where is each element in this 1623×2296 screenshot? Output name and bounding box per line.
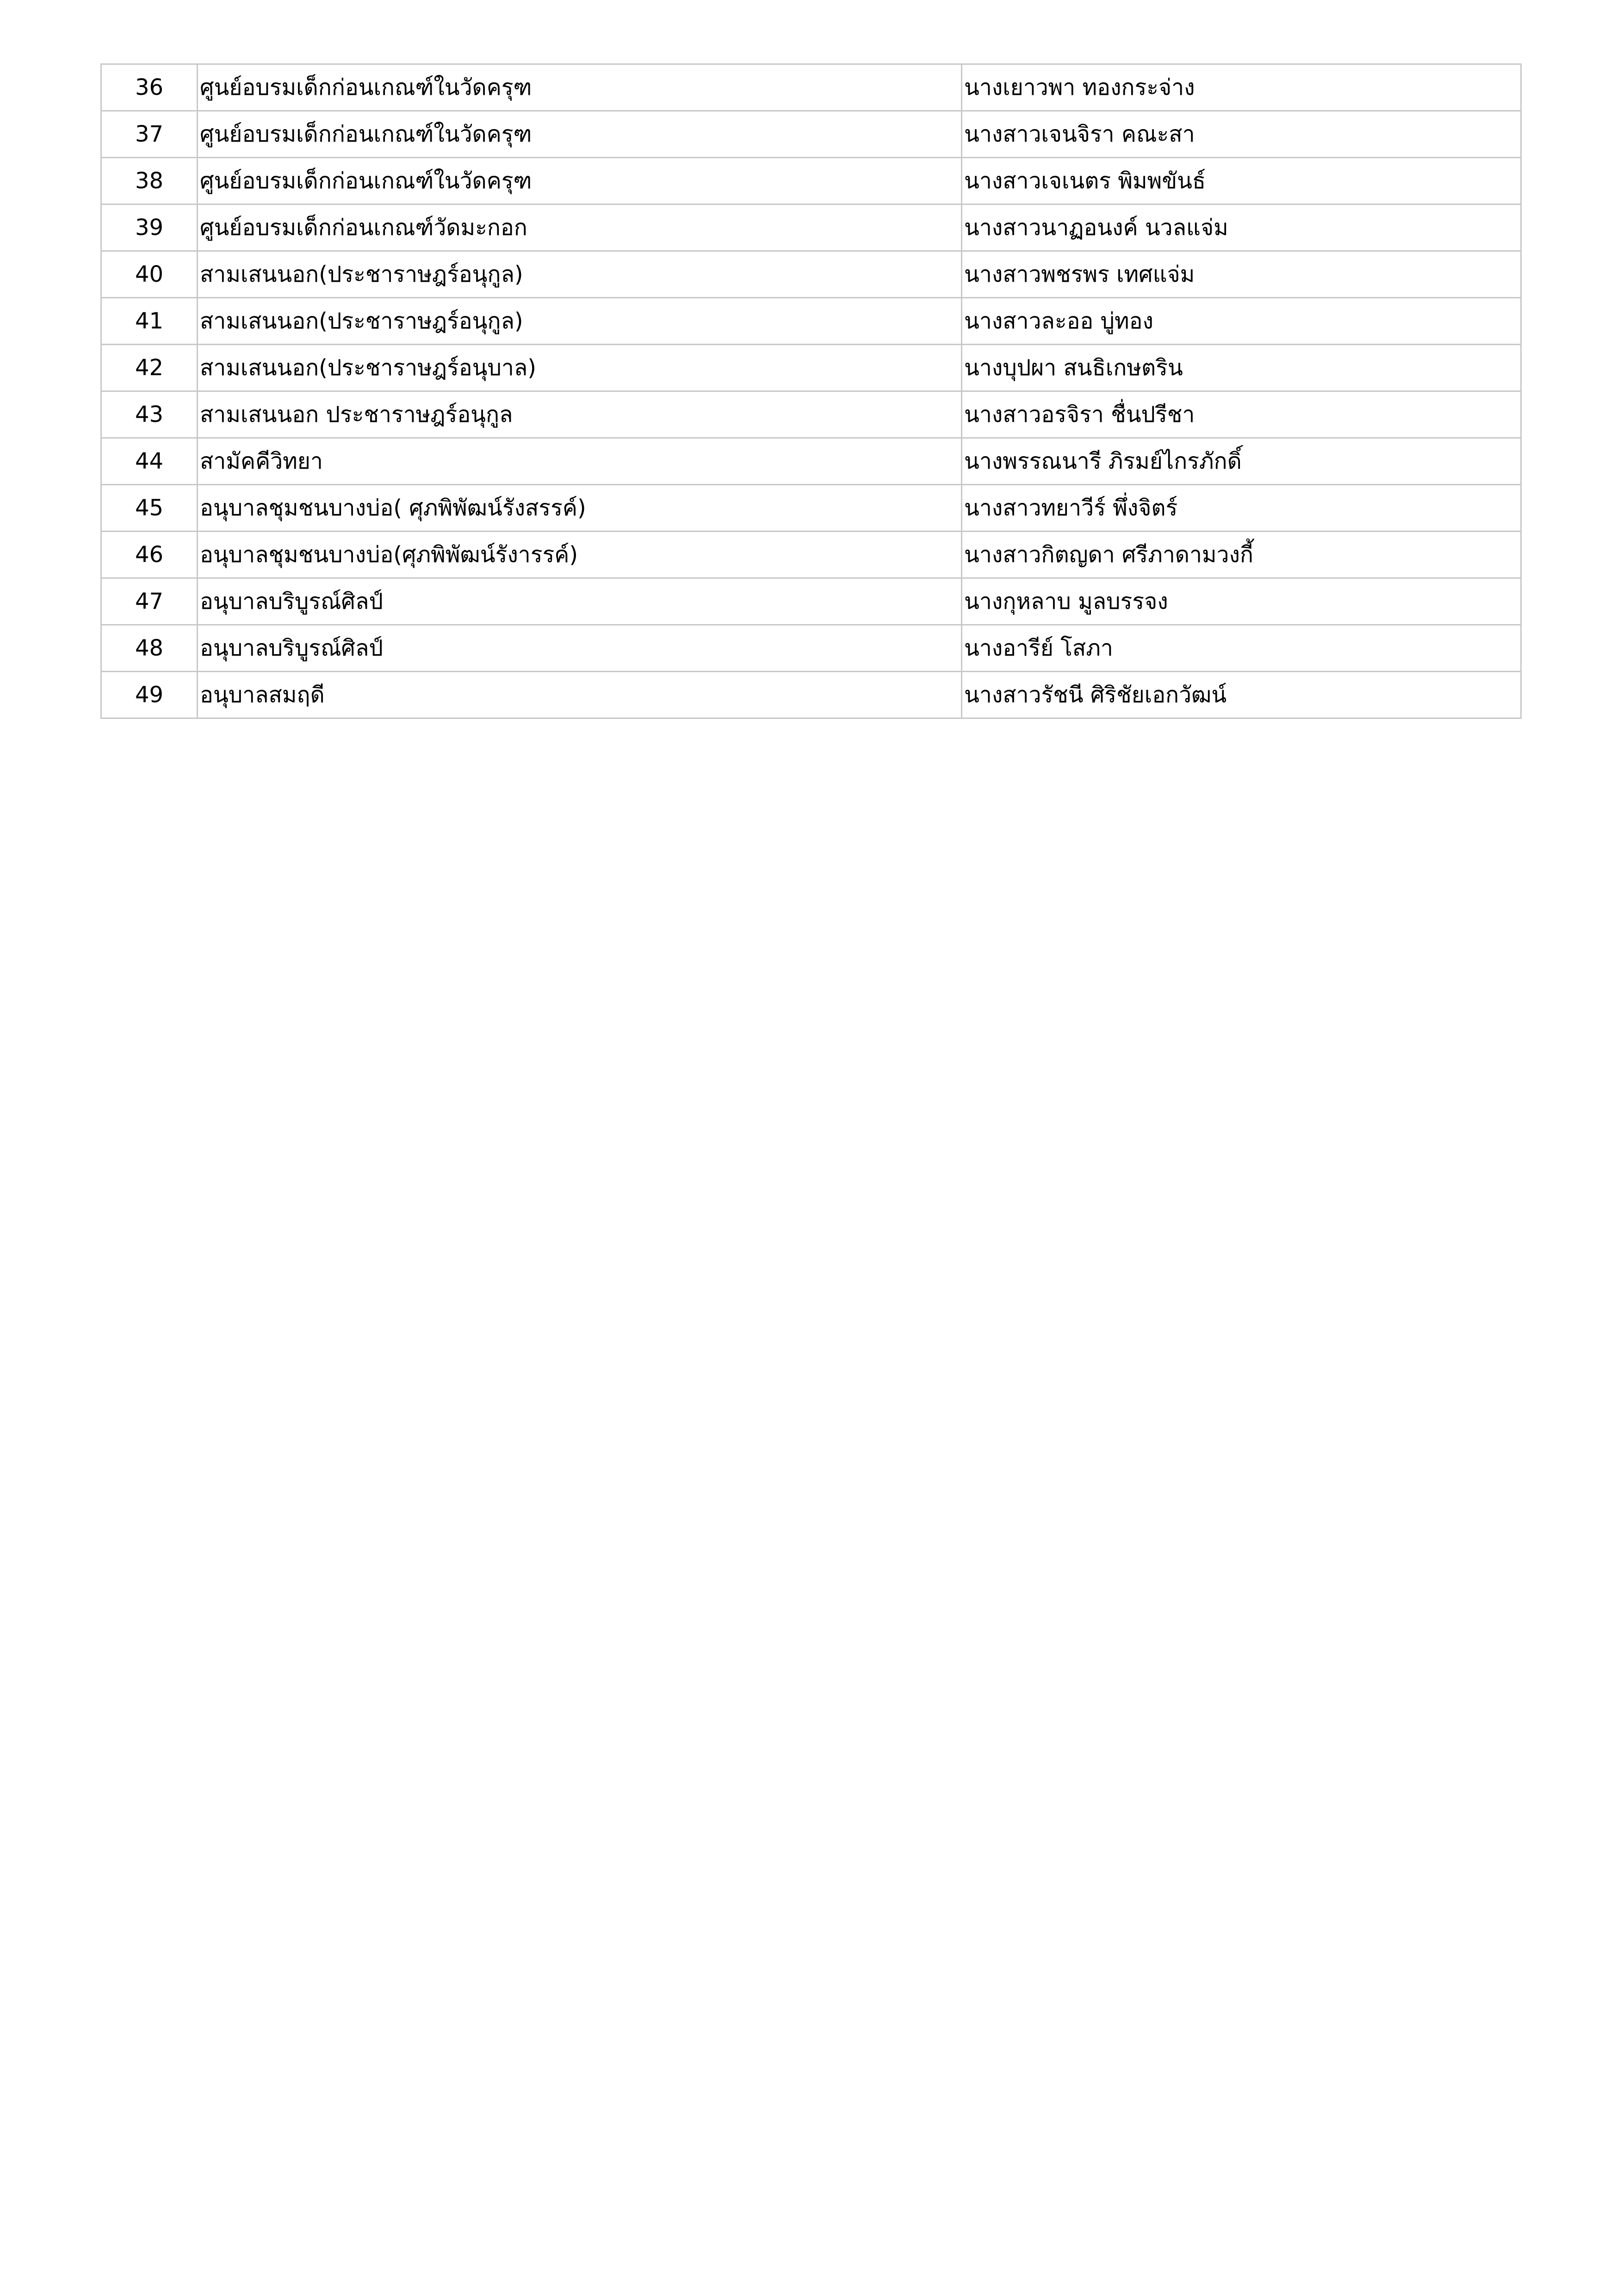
person-name: นางสาวรัชนี ศิริชัยเอกวัฒน์ <box>962 672 1521 718</box>
school-name: สามัคคีวิทยา <box>198 438 962 485</box>
row-number: 41 <box>101 298 198 345</box>
school-name: สามเสนนอก(ประชาราษฎร์อนุบาล) <box>198 345 962 391</box>
table-row <box>101 485 1521 532</box>
person-name: นางสาวอรจิรา ชื่นปรีชา <box>962 391 1521 438</box>
school-name: สามเสนนอก(ประชาราษฎร์อนุกูล) <box>198 251 962 298</box>
person-name: นางสาวพชรพร เทศแจ่ม <box>962 251 1521 298</box>
school-name: ศูนย์อบรมเด็กก่อนเกณฑ์ในวัดครุฑ <box>198 64 962 111</box>
row-number: 38 <box>101 158 198 204</box>
table-row <box>101 345 1521 391</box>
person-name: นางสาวเจเนตร พิมพขันธ์ <box>962 158 1521 204</box>
person-name: นางสาวทยาวีร์ พึ่งจิตร์ <box>962 485 1521 532</box>
school-name: อนุบาลชุมชนบางบ่อ(ศุภพิพัฒน์รังารรค์) <box>198 532 962 578</box>
school-name: ศูนย์อบรมเด็กก่อนเกณฑ์ในวัดครุฑ <box>198 111 962 158</box>
person-name: นางเยาวพา ทองกระจ่าง <box>962 64 1521 111</box>
row-number: 43 <box>101 391 198 438</box>
school-name: อนุบาลบริบูรณ์ศิลป์ <box>198 578 962 625</box>
row-number: 45 <box>101 485 198 532</box>
school-name: อนุบาลชุมชนบางบ่อ( ศุภพิพัฒน์รังสรรค์) <box>198 485 962 532</box>
row-number: 39 <box>101 204 198 251</box>
table-row <box>101 64 1521 111</box>
school-name: ศูนย์อบรมเด็กก่อนเกณฑ์วัดมะกอก <box>198 204 962 251</box>
row-number: 37 <box>101 111 198 158</box>
school-name: อนุบาลสมฤดี <box>198 672 962 718</box>
person-name: นางสาวกิตญดา ศรีภาดามวงกี้ <box>962 532 1521 578</box>
row-number: 36 <box>101 64 198 111</box>
table-row <box>101 111 1521 158</box>
person-name: นางสาวละออ บู่ทอง <box>962 298 1521 345</box>
row-number: 48 <box>101 625 198 672</box>
person-name: นางกุหลาบ มูลบรรจง <box>962 578 1521 625</box>
person-name: นางบุปผา สนธิเกษตริน <box>962 345 1521 391</box>
table-row <box>101 438 1521 485</box>
school-name: สามเสนนอก(ประชาราษฎร์อนุกูล) <box>198 298 962 345</box>
school-name: อนุบาลบริบูรณ์ศิลป์ <box>198 625 962 672</box>
table-row <box>101 532 1521 578</box>
person-name: นางพรรณนารี ภิรมย์ไกรภักดิ์ <box>962 438 1521 485</box>
school-name: สามเสนนอก ประชาราษฎร์อนุกูล <box>198 391 962 438</box>
row-number: 42 <box>101 345 198 391</box>
person-name: นางสาวเจนจิรา คณะสา <box>962 111 1521 158</box>
person-name: นางอารีย์ โสภา <box>962 625 1521 672</box>
roster-table <box>100 63 1522 719</box>
row-number: 44 <box>101 438 198 485</box>
row-number: 46 <box>101 532 198 578</box>
person-name: นางสาวนาฏอนงค์ นวลแจ่ม <box>962 204 1521 251</box>
row-number: 40 <box>101 251 198 298</box>
row-number: 47 <box>101 578 198 625</box>
table-row <box>101 391 1521 438</box>
roster-body <box>101 64 1521 718</box>
table-row <box>101 578 1521 625</box>
table-row <box>101 158 1521 204</box>
table-row <box>101 204 1521 251</box>
table-row <box>101 298 1521 345</box>
table-row <box>101 251 1521 298</box>
table-row <box>101 672 1521 718</box>
school-name: ศูนย์อบรมเด็กก่อนเกณฑ์ในวัดครุฑ <box>198 158 962 204</box>
row-number: 49 <box>101 672 198 718</box>
table-row <box>101 625 1521 672</box>
